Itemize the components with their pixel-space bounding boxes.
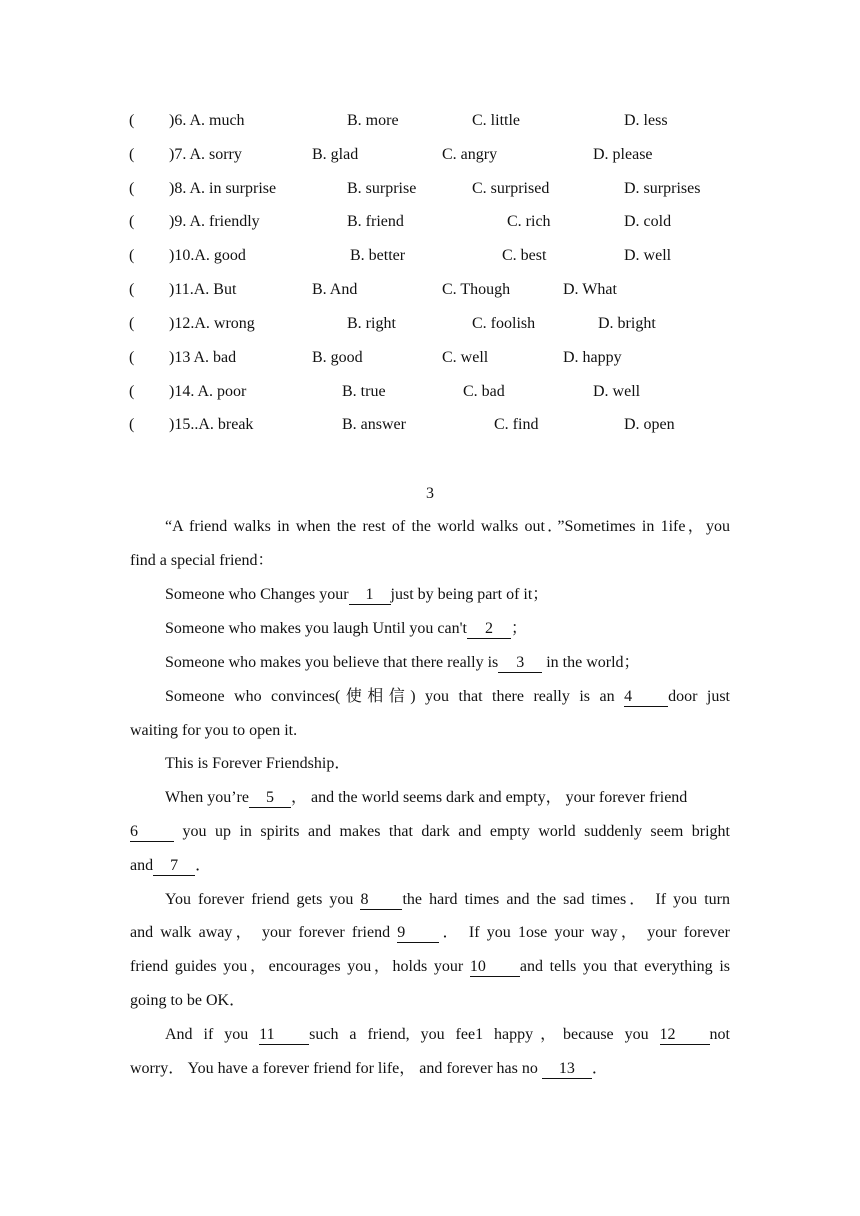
passage-text: ， and the world seems dark and empty， your forever friend	[290, 789, 688, 806]
answer-paren: (	[129, 213, 135, 230]
option-b: B. more	[347, 112, 399, 129]
option-a: )6. A. much	[169, 112, 245, 129]
option-b: B. answer	[342, 416, 406, 433]
passage-text: going to be OK．	[130, 992, 246, 1009]
answer-paren: (	[129, 416, 135, 433]
blank-11[interactable]: 11	[259, 1026, 309, 1045]
passage-text: This is Forever Friendship．	[165, 755, 351, 772]
passage-text: door just	[668, 688, 730, 705]
option-c: C. angry	[442, 146, 498, 163]
answer-paren: (	[129, 112, 135, 129]
passage-line	[130, 855, 211, 877]
option-b: B. good	[312, 349, 363, 366]
passage-text: and tells you that everything is	[519, 958, 730, 975]
option-c: C. rich	[507, 213, 551, 230]
option-d: D. bright	[598, 315, 656, 332]
passage-line	[130, 990, 245, 1012]
option-b: B. better	[350, 247, 406, 264]
passage-text: ．	[195, 857, 212, 874]
blank-8[interactable]: 8	[360, 891, 402, 910]
option-c: C. best	[502, 247, 547, 264]
option-d: D. open	[624, 416, 675, 433]
passage-text: friend guides you，encourages you，holds your	[130, 958, 470, 975]
option-a: )7. A. sorry	[169, 146, 242, 163]
passage-text: not	[709, 1026, 730, 1043]
option-b: B. glad	[312, 146, 359, 163]
passage-line	[130, 720, 297, 742]
answer-paren: (	[129, 281, 135, 298]
option-c: C. surprised	[472, 180, 550, 197]
passage-text: Someone who Changes your	[165, 586, 349, 603]
blank-12[interactable]: 12	[660, 1026, 710, 1045]
blank-6[interactable]: 6	[130, 823, 174, 842]
option-a: )13 A. bad	[169, 349, 237, 366]
blank-13[interactable]: 13	[542, 1060, 592, 1079]
passage-text: worry． You have a forever friend for life， and forever has no	[130, 1060, 542, 1077]
blank-10[interactable]: 10	[470, 958, 520, 977]
passage-text: and	[130, 857, 154, 874]
passage-line	[130, 1058, 608, 1080]
option-d: D. cold	[624, 213, 672, 230]
answer-paren: (	[129, 146, 135, 163]
passage-line	[130, 821, 730, 843]
passage-text: “A friend walks in when the rest of the world walks out．”Sometimes in 1ife，you	[165, 518, 730, 535]
blank-1[interactable]: 1	[349, 586, 391, 605]
option-c: C. well	[442, 349, 489, 366]
blank-3[interactable]: 3	[498, 654, 542, 673]
passage-line	[130, 922, 730, 944]
passage-line	[165, 753, 350, 775]
option-d: D. please	[593, 146, 653, 163]
passage-line	[165, 584, 548, 606]
passage-text: ．	[591, 1060, 608, 1077]
passage-text: the hard times and the sad times． If you turn	[402, 891, 730, 908]
passage-text: just by being part of it；	[390, 586, 549, 603]
passage-text: you up in spirits and makes that dark and empty world suddenly seem bright	[174, 823, 730, 840]
passage-line	[165, 889, 730, 911]
option-a: )8. A. in surprise	[169, 180, 277, 197]
option-c: C. little	[472, 112, 520, 129]
option-b: B. right	[347, 315, 396, 332]
answer-paren: (	[129, 315, 135, 332]
passage-line	[165, 516, 730, 538]
answer-paren: (	[129, 247, 135, 264]
passage-line	[165, 686, 730, 708]
blank-5[interactable]: 5	[249, 789, 291, 808]
blank-2[interactable]: 2	[467, 620, 511, 639]
option-d: D. well	[593, 383, 641, 400]
answer-paren: (	[129, 383, 135, 400]
passage-line	[165, 618, 527, 640]
option-b: B. true	[342, 383, 386, 400]
option-c: C. Though	[442, 281, 511, 298]
option-d: D. What	[563, 281, 617, 298]
passage-text: such a friend, you fee1 happy，because you	[309, 1026, 660, 1043]
option-a: )15..A. break	[169, 416, 254, 433]
passage-text: find a special friend：	[130, 552, 274, 569]
section-number: 3	[426, 485, 434, 502]
passage-text: Someone who makes you believe that there really is	[165, 654, 499, 671]
option-c: C. bad	[463, 383, 505, 400]
answer-paren: (	[129, 180, 135, 197]
passage-text: ；	[510, 620, 527, 637]
passage-text: ． If you 1ose your way， your forever	[439, 924, 730, 941]
passage-text: You forever friend gets you	[165, 891, 361, 908]
passage-text: And if you	[165, 1026, 260, 1043]
passage-line	[165, 787, 687, 809]
option-a: )10.A. good	[169, 247, 246, 264]
passage-text: When you’re	[165, 789, 249, 806]
option-d: D. surprises	[624, 180, 701, 197]
blank-9[interactable]: 9	[397, 924, 439, 943]
option-c: C. foolish	[472, 315, 536, 332]
blank-7[interactable]: 7	[153, 857, 195, 876]
passage-line	[130, 956, 730, 978]
passage-text: waiting for you to open it.	[130, 722, 298, 739]
option-b: B. And	[312, 281, 358, 298]
option-b: B. surprise	[347, 180, 417, 197]
option-d: D. happy	[563, 349, 622, 366]
passage-text: Someone who makes you laugh Until you can't	[165, 620, 467, 637]
passage-line	[165, 652, 640, 674]
passage-text: and walk away， your forever friend	[130, 924, 398, 941]
option-a: )9. A. friendly	[169, 213, 260, 230]
passage-text: Someone who convinces(使相信) you that there really is an	[165, 688, 625, 705]
option-a: )14. A. poor	[169, 383, 247, 400]
option-d: D. less	[624, 112, 668, 129]
blank-4[interactable]: 4	[624, 688, 668, 707]
option-a: )11.A. But	[169, 281, 237, 298]
option-c: C. find	[494, 416, 539, 433]
passage-text: in the world；	[542, 654, 640, 671]
passage-line	[130, 550, 274, 572]
answer-paren: (	[129, 349, 135, 366]
option-d: D. well	[624, 247, 672, 264]
passage-line	[165, 1024, 730, 1046]
option-b: B. friend	[347, 213, 404, 230]
option-a: )12.A. wrong	[169, 315, 255, 332]
